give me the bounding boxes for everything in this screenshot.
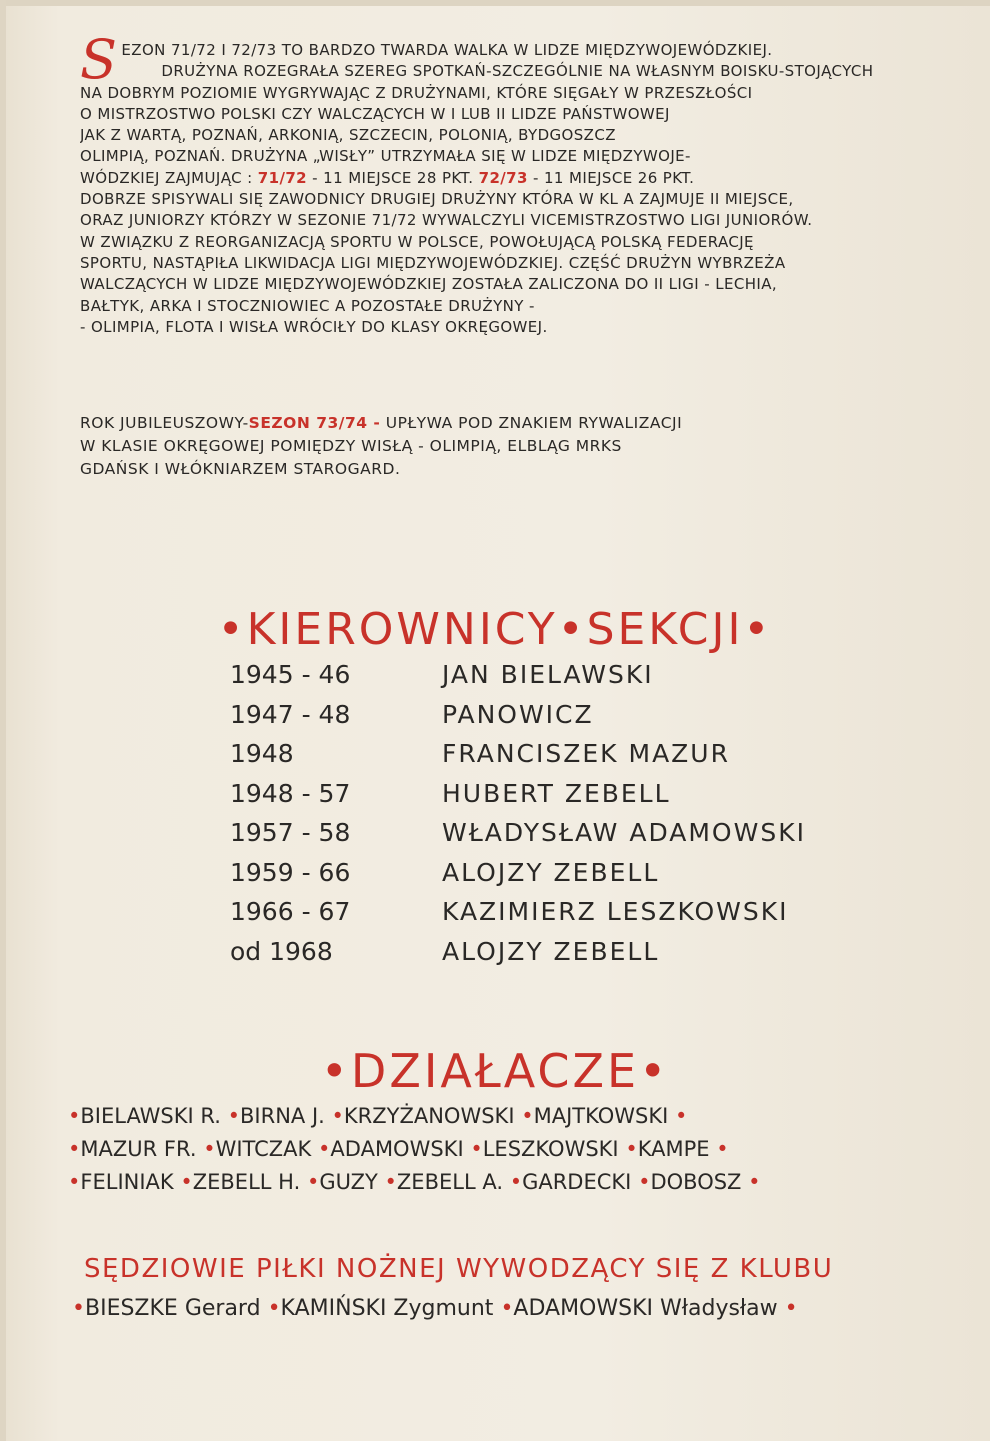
intro-line [80, 210, 950, 231]
kierownik-row [230, 700, 830, 740]
dzialacz-name: ZEBELL A. [396, 1170, 503, 1194]
kierownik-row [230, 897, 830, 937]
bullet-dot: • [72, 1296, 85, 1321]
kierownik-row [230, 858, 830, 898]
dzialacz-name: ZEBELL H. [192, 1170, 301, 1194]
intro-text: JAK Z WARTĄ, POZNAŃ, ARKONIĄ, SZCZECIN, POLONIĄ, BYDGOSZCZ [80, 126, 616, 145]
kierownik-row [230, 779, 830, 819]
intro-text: O MISTRZOSTWO POLSKI CZY WALCZĄCYCH W I LUB II LIDZE PAŃSTWOWEJ [80, 104, 670, 123]
kierownicy-list [230, 660, 830, 976]
dzialacz-name: WITCZAK [215, 1137, 312, 1161]
kierownik-years: 1945 - 46 [230, 660, 351, 689]
bullet-dot: • [521, 1104, 534, 1128]
jubilee-text: W KLASIE OKRĘGOWEJ POMIĘDZY WISŁĄ - OLIMPIĄ, ELBLĄG MRKS [80, 437, 622, 455]
intro-line [80, 146, 950, 167]
intro-text: WÓDZKIEJ ZAJMUJĄC : [80, 168, 258, 187]
intro-line [80, 317, 950, 338]
intro-line [80, 232, 950, 253]
kierownik-years: 1948 [230, 739, 294, 768]
intro-line [80, 104, 950, 125]
dzialacz-name: ADAMOWSKI [330, 1137, 464, 1161]
bullet-dot: • [68, 1104, 81, 1128]
kierownik-row [230, 660, 830, 700]
kierownik-years: od 1968 [230, 936, 333, 966]
intro-text: NA DOBRYM POZIOMIE WYGRYWAJĄC Z DRUŻYNAMI, KTÓRE SIĘGAŁY W PRZESZŁOŚCI [80, 83, 753, 102]
dzialacz-name: BIELAWSKI R. [80, 1104, 221, 1128]
jubilee-text: SEZON 73/74 - [248, 414, 381, 432]
bullet-dot: • [638, 1170, 651, 1194]
bullet-dot: • [180, 1170, 193, 1194]
intro-text: W ZWIĄZKU Z REORGANIZACJĄ SPORTU W POLSCE, POWOŁUJĄCĄ POLSKĄ FEDERACJĘ [80, 232, 754, 251]
intro-line [80, 83, 950, 104]
jubilee-line [80, 412, 950, 435]
intro-lines [80, 28, 950, 338]
jubilee-line [80, 458, 950, 481]
kierownik-name: ALOJZY ZEBELL [442, 936, 660, 966]
intro-text: DOBRZE SPISYWALI SIĘ ZAWODNICY DRUGIEJ DRUŻYNY KTÓRA W KL A ZAJMUJE II MIEJSCE, [80, 190, 794, 209]
bullet-dot: • [509, 1170, 523, 1194]
dzialacze-line [68, 1166, 948, 1199]
bullet-dot: • [68, 1170, 81, 1194]
dzialacz-name: KAMPE [637, 1137, 710, 1161]
dzialacz-name: DOBOSZ [650, 1170, 742, 1194]
intro-line [80, 168, 950, 189]
judges-list [72, 1296, 798, 1321]
bullet-dot: • [227, 1104, 240, 1128]
kierownik-years: 1947 - 48 [230, 699, 351, 729]
judges-title: SĘDZIOWIE PIŁKI NOŻNEJ WYWODZĄCY SIĘ Z KLUBU [84, 1254, 834, 1284]
bullet-dot: • [625, 1137, 638, 1161]
bullet-dot: • [267, 1296, 281, 1321]
kierownik-name: HUBERT ZEBELL [442, 778, 671, 808]
jubilee-text: ROK JUBILEUSZOWY- [80, 414, 249, 432]
dzialacz-name: LESZKOWSKI [482, 1137, 619, 1161]
intro-text: SPORTU, NASTĄPIŁA LIKWIDACJA LIGI MIĘDZYWOJEWÓDZKIEJ. CZĘŚĆ DRUŻYN WYBRZEŻA [80, 253, 786, 272]
jubilee-text: UPŁYWA POD ZNAKIEM RYWALIZACJI [380, 414, 683, 432]
intro-text: WALCZĄCYCH W LIDZE MIĘDZYWOJEWÓDZKIEJ ZOSTAŁA ZALICZONA DO II LIGI - LECHIA, [80, 275, 778, 294]
dzialacz-name: GARDECKI [522, 1170, 632, 1194]
dzialacze-line [68, 1133, 948, 1166]
kierownik-name: FRANCISZEK MAZUR [442, 739, 730, 768]
judge-name: ADAMOWSKI Władysław [513, 1296, 778, 1321]
page-edge-top [0, 0, 990, 6]
kierownik-name: JAN BIELAWSKI [442, 660, 654, 689]
kierownik-row [230, 739, 830, 779]
dzialacz-name: GUZY [319, 1170, 378, 1194]
intro-paragraph [80, 28, 950, 338]
bullet-dot: • [716, 1137, 729, 1161]
intro-text: 72/73 [478, 168, 528, 187]
intro-text: OLIMPIĄ, POZNAŃ. DRUŻYNA „WISŁY” UTRZYMAŁA SIĘ W LIDZE MIĘDZYWOJE- [80, 147, 691, 166]
intro-text: - 11 MIEJSCE 26 PKT. [527, 168, 695, 187]
bullet-dot: • [331, 1104, 344, 1128]
dzialacz-name: FELINIAK [80, 1170, 174, 1194]
intro-line [80, 125, 950, 146]
bullet-dot: • [500, 1296, 514, 1321]
kierownik-row [230, 818, 830, 858]
bullet-dot: • [203, 1137, 216, 1161]
dzialacz-name: MAZUR FR. [80, 1137, 197, 1161]
bullet-dot: • [470, 1137, 483, 1161]
page-edge-left [0, 0, 6, 1441]
judge-name: BIESZKE Gerard [84, 1296, 261, 1321]
kierownik-name: WŁADYSŁAW ADAMOWSKI [442, 818, 806, 847]
intro-line [80, 189, 950, 210]
heading-dzialacze: •DZIAŁACZE• [320, 1044, 670, 1098]
kierownik-years: 1948 - 57 [230, 778, 351, 808]
intro-text: BAŁTYK, ARKA I STOCZNIOWIEC A POZOSTAŁE DRUŻYNY - [80, 296, 535, 315]
dzialacze-list [68, 1100, 948, 1199]
intro-text: - OLIMPIA, FLOTA I WISŁA WRÓCIŁY DO KLASY OKRĘGOWEJ. [80, 317, 548, 336]
intro-line [121, 61, 950, 82]
intro-line [80, 296, 950, 317]
intro-line [80, 274, 950, 295]
bullet-dot: • [675, 1104, 688, 1128]
intro-text: ORAZ JUNIORZY KTÓRZY W SEZONIE 71/72 WYWALCZYLI VICEMISTRZOSTWO LIGI JUNIORÓW. [80, 211, 813, 230]
kierownik-years: 1959 - 66 [230, 857, 351, 887]
intro-line [121, 40, 950, 61]
intro-text: DRUŻYNA ROZEGRAŁA SZEREG SPOTKAŃ-SZCZEGÓLNIE NA WŁASNYM BOISKU-STOJĄCYCH [161, 62, 874, 81]
dzialacz-name: MAJTKOWSKI [533, 1104, 669, 1128]
intro-line [80, 253, 950, 274]
kierownik-name: PANOWICZ [442, 699, 594, 729]
bullet-dot: • [318, 1137, 331, 1161]
intro-text: EZON 71/72 I 72/73 TO BARDZO TWARDA WALKA W LIDZE MIĘDZYWOJEWÓDZKIEJ. [121, 41, 773, 59]
kierownik-name: ALOJZY ZEBELL [442, 857, 660, 887]
judge-name: KAMIŃSKI Zygmunt [280, 1296, 494, 1321]
kierownik-name: KAZIMIERZ LESZKOWSKI [442, 897, 789, 926]
dzialacz-name: KRZYŻANOWSKI [343, 1104, 515, 1128]
kierownik-years: 1966 - 67 [230, 897, 351, 926]
kierownik-years: 1957 - 58 [230, 818, 351, 847]
drop-cap: S [80, 28, 118, 91]
heading-kierownicy-sekcji: •KIEROWNICY•SEKCJI• [217, 604, 773, 655]
intro-text: - 11 MIEJSCE 28 PKT. [307, 168, 479, 187]
bullet-dot: • [748, 1170, 761, 1194]
jubilee-text: GDAŃSK I WŁÓKNIARZEM STAROGARD. [80, 460, 401, 478]
jubilee-paragraph [80, 412, 950, 481]
bullet-dot: • [384, 1170, 397, 1194]
dzialacze-line [68, 1100, 948, 1133]
dzialacz-name: BIRNA J. [240, 1104, 325, 1128]
kierownik-row [230, 937, 830, 977]
intro-text: 71/72 [257, 168, 307, 187]
bullet-dot: • [68, 1137, 81, 1161]
bullet-dot: • [784, 1296, 798, 1321]
bullet-dot: • [306, 1170, 320, 1194]
jubilee-line [80, 435, 950, 458]
